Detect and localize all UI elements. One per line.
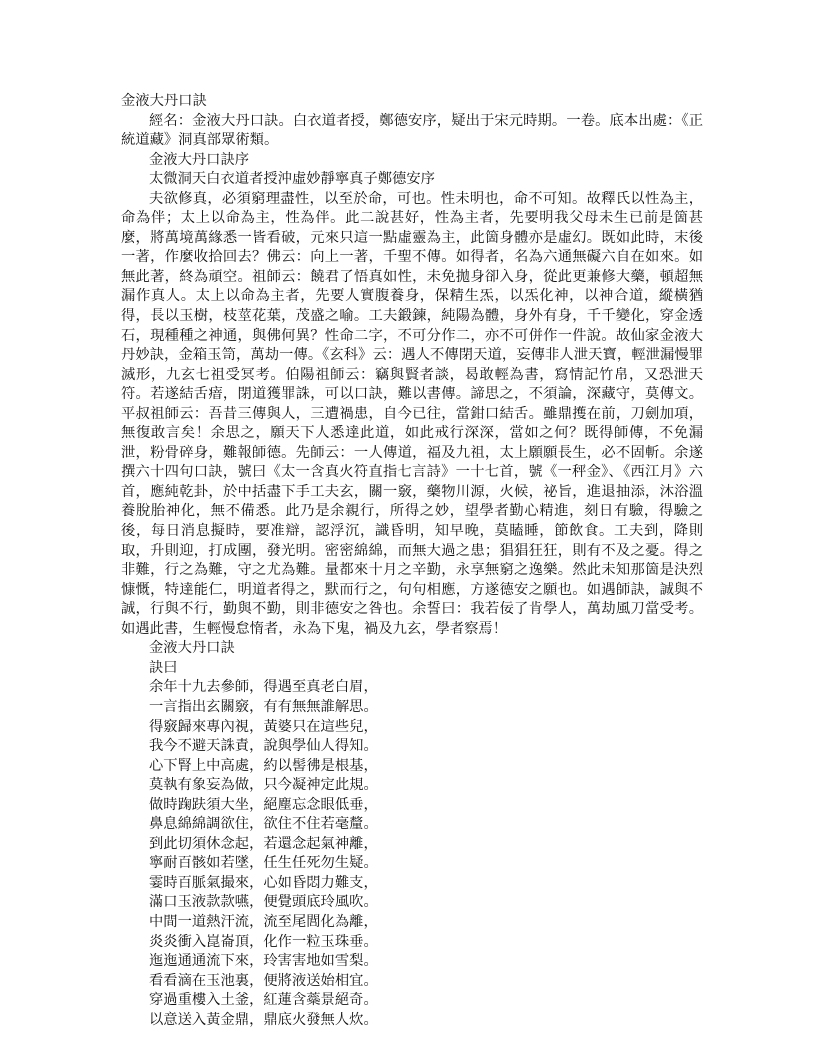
catalog-note: 經名：金液大丹口訣。白衣道者授，鄭德安序，疑出于宋元時期。一卷。底本出處：《正統道藏》洞真部眾術類。 [121,112,703,149]
preface-byline: 太微洞天白衣道者授沖虛妙靜寧真子鄭德安序 [149,171,435,188]
preface-heading: 金液大丹口訣序 [149,151,250,168]
verse-line: 莫執有象妄為做，只今凝神定此規。 [149,777,378,794]
document-page [121,92,703,1030]
verse-line: 迤迤通通流下來，玲害害地如雪梨。 [149,953,378,970]
verse-line: 余年十九去參師，得遇至真老白眉， [149,679,378,696]
verse-heading: 訣曰 [149,659,178,676]
verse-line: 穿過重樓入土釜，紅蓮含蘂景絕奇。 [149,992,378,1009]
verse-line: 我今不避天誅責，說與學仙人得知。 [149,738,378,755]
verse-line: 以意送入黃金鼎，鼎底火發無人炊。 [149,1011,378,1028]
verse-list [121,678,703,1030]
verse-line: 霎時百脈氣撮來，心如昏悶力難支， [149,874,378,891]
verse-line: 炎炎衝入崑崙頂，化作一粒玉珠垂。 [149,933,378,950]
verse-line: 做時踘趺須大坐，絕塵忘念眼低垂， [149,796,378,813]
verse-line: 看看滴在玉池裏，便將液送始相宜。 [149,972,378,989]
section-heading: 金液大丹口訣 [149,640,235,657]
preface-body: 夫欲修真，必須窮理盡性，以至於命，可也。性未明也，命不可知。故釋氏以性為主，命為伴；太上以命為主，性為伴。此二說甚好，性為主者，先要明我父母未生已前是箇甚麼，將萬境萬緣悉一皆看破，元來只這一點虛靈為主，此箇身體亦是虛幻。既如此時，末後一著，作麼收拾回去？佛云：向上一著，千聖不傳。如得者，名為六通無礙六自在如來。如無此著，終為頑空。祖師云：饒君了悟真如性，未免拋身卻入身，從此更兼修大藥，頓超無漏作真人。太上以命為主者，先要人實腹養身，保精生炁，以炁化神，以神合道，縱橫猶得，長以玉樹，枝莖花葉，茂盛之喻。工夫鍛鍊，純陽為體，身外有身，千千變化，穿金透石，現種種之神通，與佛何異？性命二字，不可分作二，亦不可併作一件說。故仙家金液大丹妙訣，金箱玉笥，萬劫一傳。《玄科》云：遇人不傳閉天道，妄傳非人泄天寶，輕泄漏慢罪滅形，九玄七祖受冥考。伯陽祖師云：竊與賢者談，曷敢輕為書，寫情記竹帛，又恐泄天符。若遂結舌瘖，閉道獲罪誅，可以口訣，難以書傳。諦思之，不須論，深藏守，莫傳文。平叔祖師云：吾昔三傳與人，三遭禍患，自今已往，當鉗口結舌。雖鼎擭在前，刀劍加項，無復敢言矣！余思之，願天下人悉達此道，如此戒行深深，當如之何？既得師傳，不免漏泄，粉骨碎身，難報師德。先師云：一人傳道，福及九祖，太上願願長生，必不固斬。余遂撰六十四句口訣，號曰《太一含真火符直指七言詩》一十七首，號《一秤金》、《西江月》六首，應純乾卦，於中括盡下手工夫玄，關一竅，藥物川源，火候，祕旨，進退抽添，沐浴溫養脫胎神化，無不備悉。此乃是余親行，所得之妙，望學者勤心精進，刻日有驗，得驗之後，每日消息擬時，要准辯，認浮沉，識昏明，知早晚，莫瞌睡，節飲食。工夫到，降則取，升則迎，打成團，發光明。密密綿綿，而無大過之患；猖猖狂狂，則有不及之憂。得之非難，行之為難，守之尤為難。量都來十月之辛勤，永享無窮之逸樂。然此未知那箇是決烈慷慨，特達能仁，明道者得之，默而行之，句句相應，方遂德安之願也。如遇師訣，誠與不誠，行與不行，勤與不勤，則非德安之咎也。余誓曰：我若佞了肯學人，萬劫風刀當受考。如遇此書，生輕慢怠惰者，永為下鬼，禍及九玄，學者察焉！ [121,190,703,637]
verse-line: 中間一道熱汗流，流至尾閭化為離， [149,913,378,930]
verse-line: 寧耐百骸如若墜，任生任死勿生疑。 [149,855,378,872]
verse-line: 一言指出玄關竅，有有無無誰解思。 [149,698,378,715]
verse-line: 滿口玉液款款嚥，便覺頭底玲風吹。 [149,894,378,911]
verse-line: 鼻息綿綿調欲住，欲住不住若毫釐。 [149,816,378,833]
verse-line: 得竅歸來專內視，黃婆只在這些兒， [149,718,378,735]
document-title: 金液大丹口訣 [121,93,207,109]
verse-line: 到此切須休念起，若還念起氣神離， [149,835,378,852]
verse-line: 心下腎上中高處，約以髻彿是根基， [149,757,378,774]
